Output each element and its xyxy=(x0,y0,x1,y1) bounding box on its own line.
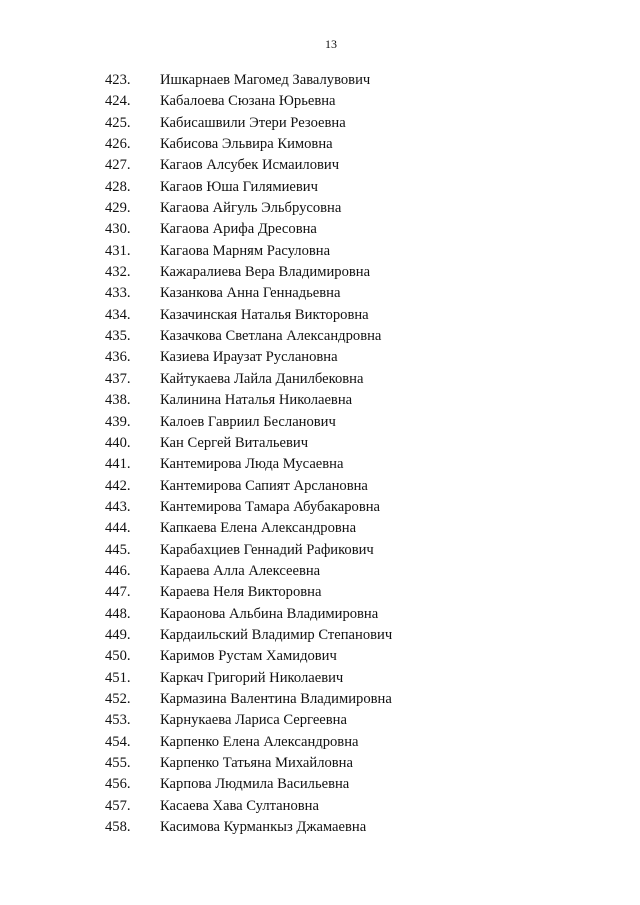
entry-full-name: Кагаов Юша Гилямиевич xyxy=(160,178,318,195)
entry-full-name: Кантемирова Сапият Арслановна xyxy=(160,477,368,494)
list-item xyxy=(0,497,640,518)
entry-full-name: Кантемирова Тамара Абубакаровна xyxy=(160,498,381,515)
entry-number: 425. xyxy=(105,114,131,131)
entry-number: 449. xyxy=(105,626,131,643)
list-item xyxy=(0,625,640,646)
entry-number: 426. xyxy=(105,136,131,153)
entry-full-name: Касаева Хава Султановна xyxy=(160,797,319,814)
list-item xyxy=(0,796,640,817)
list-item xyxy=(0,305,640,326)
entry-full-name: Калинина Наталья Николаевна xyxy=(160,392,353,409)
entry-full-name: Каримов Рустам Хамидович xyxy=(160,648,337,665)
entry-number: 431. xyxy=(105,242,131,259)
entry-number: 433. xyxy=(105,285,131,302)
entry-full-name: Казиева Ираузат Руслановна xyxy=(160,349,338,366)
list-item xyxy=(0,753,640,774)
entry-number: 435. xyxy=(105,328,131,345)
entry-number: 455. xyxy=(105,755,131,771)
entry-full-name: Кабалоева Сюзана Юрьевна xyxy=(160,93,336,110)
entry-number: 448. xyxy=(105,605,131,622)
entry-full-name: Кагаова Арифа Дресовна xyxy=(160,221,317,238)
list-item xyxy=(0,219,640,240)
entry-number: 445. xyxy=(105,541,131,558)
entry-number: 446. xyxy=(105,562,131,579)
list-item xyxy=(0,582,640,603)
entry-full-name: Кайтукаева Лайла Данилбековна xyxy=(160,370,364,387)
list-item xyxy=(0,198,640,219)
list-item xyxy=(0,113,640,134)
entry-full-name: Карнукаева Лариса Сергеевна xyxy=(160,712,347,729)
name-list xyxy=(0,70,640,838)
list-item xyxy=(0,689,640,710)
entry-full-name: Кардаильский Владимир Степанович xyxy=(160,626,393,643)
entry-full-name: Караева Неля Викторовна xyxy=(160,584,322,601)
entry-full-name: Касимова Курманкыз Джамаевна xyxy=(160,819,367,836)
entry-number: 458. xyxy=(105,819,131,836)
entry-number: 454. xyxy=(105,733,131,750)
entry-number: 429. xyxy=(105,200,131,217)
list-item xyxy=(0,817,640,838)
list-item xyxy=(0,369,640,390)
list-item xyxy=(0,476,640,497)
entry-full-name: Карпенко Татьяна Михайловна xyxy=(160,755,353,771)
list-item xyxy=(0,390,640,411)
entry-full-name: Кагаова Айгуль Эльбрусовна xyxy=(160,200,342,217)
entry-full-name: Каркач Григорий Николаевич xyxy=(160,669,344,686)
entry-full-name: Карпова Людмила Васильевна xyxy=(160,776,350,793)
entry-number: 428. xyxy=(105,178,131,195)
list-item xyxy=(0,433,640,454)
entry-full-name: Кабисашвили Этери Резоевна xyxy=(160,114,346,131)
entry-full-name: Казачинская Наталья Викторовна xyxy=(160,306,369,323)
entry-number: 443. xyxy=(105,498,131,515)
entry-full-name: Кабисова Эльвира Кимовна xyxy=(160,136,333,153)
entry-number: 447. xyxy=(105,584,131,601)
list-item xyxy=(0,262,640,283)
entry-full-name: Калоев Гавриил Бесланович xyxy=(160,413,336,430)
entry-full-name: Кармазина Валентина Владимировна xyxy=(160,690,392,707)
entry-number: 441. xyxy=(105,456,131,473)
entry-number: 457. xyxy=(105,797,131,814)
entry-number: 439. xyxy=(105,413,131,430)
entry-full-name: Карпенко Елена Александровна xyxy=(160,733,359,750)
page-number: 13 xyxy=(325,37,337,51)
entry-number: 453. xyxy=(105,712,131,729)
entry-full-name: Караева Алла Алексеевна xyxy=(160,562,321,579)
entry-number: 437. xyxy=(105,370,131,387)
entry-number: 430. xyxy=(105,221,131,238)
entry-number: 440. xyxy=(105,434,131,451)
list-item xyxy=(0,283,640,304)
entry-full-name: Капкаева Елена Александровна xyxy=(160,520,357,537)
entry-number: 438. xyxy=(105,392,131,409)
entry-full-name: Казачкова Светлана Александровна xyxy=(160,328,382,345)
entry-number: 452. xyxy=(105,690,131,707)
entry-number: 432. xyxy=(105,264,131,281)
list-item xyxy=(0,326,640,347)
entry-full-name: Кагаова Марням Расуловна xyxy=(160,242,331,259)
list-item xyxy=(0,91,640,112)
list-item xyxy=(0,177,640,198)
list-item xyxy=(0,454,640,475)
list-item xyxy=(0,518,640,539)
entry-full-name: Кажаралиева Вера Владимировна xyxy=(160,264,371,281)
entry-number: 434. xyxy=(105,306,131,323)
list-item xyxy=(0,668,640,689)
list-item xyxy=(0,561,640,582)
entry-full-name: Кантемирова Люда Мусаевна xyxy=(160,456,344,473)
entry-full-name: Кагаов Алсубек Исмаилович xyxy=(160,157,340,174)
entry-number: 423. xyxy=(105,72,131,88)
entry-full-name: Ишкарнаев Магомед Завалувович xyxy=(160,72,371,88)
entry-full-name: Кан Сергей Витальевич xyxy=(160,434,309,451)
entry-number: 424. xyxy=(105,93,131,110)
list-item xyxy=(0,604,640,625)
list-item xyxy=(0,134,640,155)
list-item xyxy=(0,70,640,91)
list-item xyxy=(0,710,640,731)
list-item xyxy=(0,540,640,561)
entry-number: 442. xyxy=(105,477,131,494)
list-item xyxy=(0,412,640,433)
list-item xyxy=(0,646,640,667)
entry-number: 450. xyxy=(105,648,131,665)
entry-full-name: Караонова Альбина Владимировна xyxy=(160,605,379,622)
list-item xyxy=(0,347,640,368)
entry-full-name: Казанкова Анна Геннадьевна xyxy=(160,285,341,302)
entry-full-name: Карабахциев Геннадий Рафикович xyxy=(160,541,374,558)
entry-number: 456. xyxy=(105,776,131,793)
entry-number: 436. xyxy=(105,349,131,366)
entry-number: 451. xyxy=(105,669,131,686)
entry-number: 427. xyxy=(105,157,131,174)
list-item xyxy=(0,774,640,795)
list-item xyxy=(0,155,640,176)
list-item xyxy=(0,732,640,753)
entry-number: 444. xyxy=(105,520,131,537)
list-item xyxy=(0,241,640,262)
